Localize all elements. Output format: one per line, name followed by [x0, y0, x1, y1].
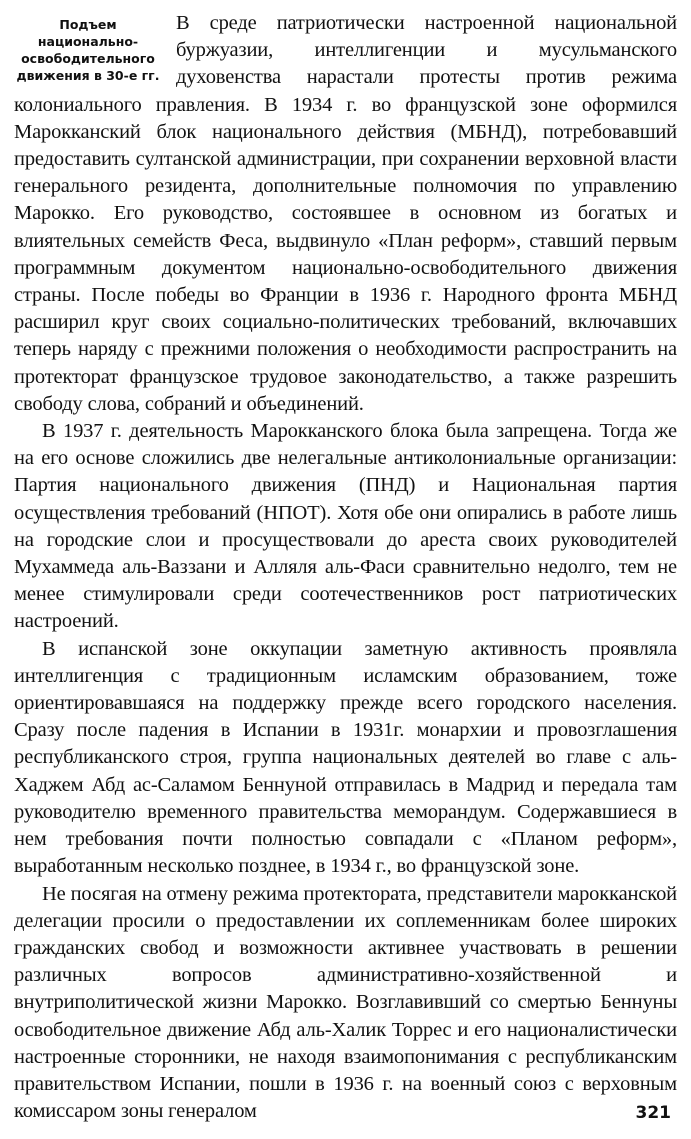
margin-heading: Подъем национально-освободительного движения в 30-е гг.	[16, 17, 160, 83]
page-number: 321	[635, 1103, 671, 1123]
paragraph-2: В 1937 г. деятельность Марокканского блока была запрещена. Тогда же на его основе сложились две нелегальные антиколониальные организации: Партия национального движения (ПНД) и Национальная партия осуществления требований (НПОТ). Хотя обе они опирались в работе лишь на городские слои и просуществовали до ареста своих руководителей Мухаммеда аль-Ваззани и Алляля аль-Фаси сравнительно недолго, тем не менее стимулировали среди соотечественников рост патриотических настроений.	[14, 420, 677, 633]
paragraph-1: В среде патриотически настроенной национальной буржуазии, интеллигенции и мусульманского духовенства нарастали протесты против режима колониального правления. В 1934 г. во французской зоне оформился Марокканский блок национального действия (МБНД), потребовавший предоставить султанской администрации, при сохранении верховной власти генерального резидента, дополнительные полномочия по управлению Марокко. Его руководство, состоявшее в основном из богатых и влиятельных семейств Феса, выдвинуло «План реформ», ставший первым программным документом национально-освободительного движения страны. После победы во Франции в 1936 г. Народного фронта МБНД расширил круг своих социально-политических требований, включавших теперь наряду с прежними положения о необходимости распространить на протекторат французское трудовое законодательство, а также разрешить свободу слова, собраний и объединений.	[14, 12, 677, 415]
paragraph-3: В испанской зоне оккупации заметную активность проявляла интеллигенция с традиционным исламским образованием, тоже ориентировавшаяся на поддержку прежде всего городского населения. Сразу после падения в Испании в 1931г. монархии и провозглашения республиканского строя, группа национальных деятелей во главе с аль-Хаджем Абд ас-Саламом Беннуной отправилась в Мадрид и передала там руководителю временного правительства меморандум. Содержавшиеся в нем требования почти полностью совпадали с «Планом реформ», выработанным несколько позднее, в 1934 г., во французской зоне.	[14, 637, 677, 878]
paragraph-4: Не посягая на отмену режима протектората, представители марокканской делегации просили о предоставлении их соплеменникам более широких гражданских свобод и возможности активнее участвовать в решении различных вопросов административно-хозяйственной и внутриполитической жизни Марокко. Возглавивший со смертью Беннуны освободительное движение Абд аль-Халик Торрес и его националистически настроенные сторонники, не находя взаимопонимания с республиканским правительством Испании, пошли в 1936 г. на военный союз с верховным комиссаром зоны генералом	[14, 882, 677, 1123]
main-text	[14, 10, 677, 1125]
